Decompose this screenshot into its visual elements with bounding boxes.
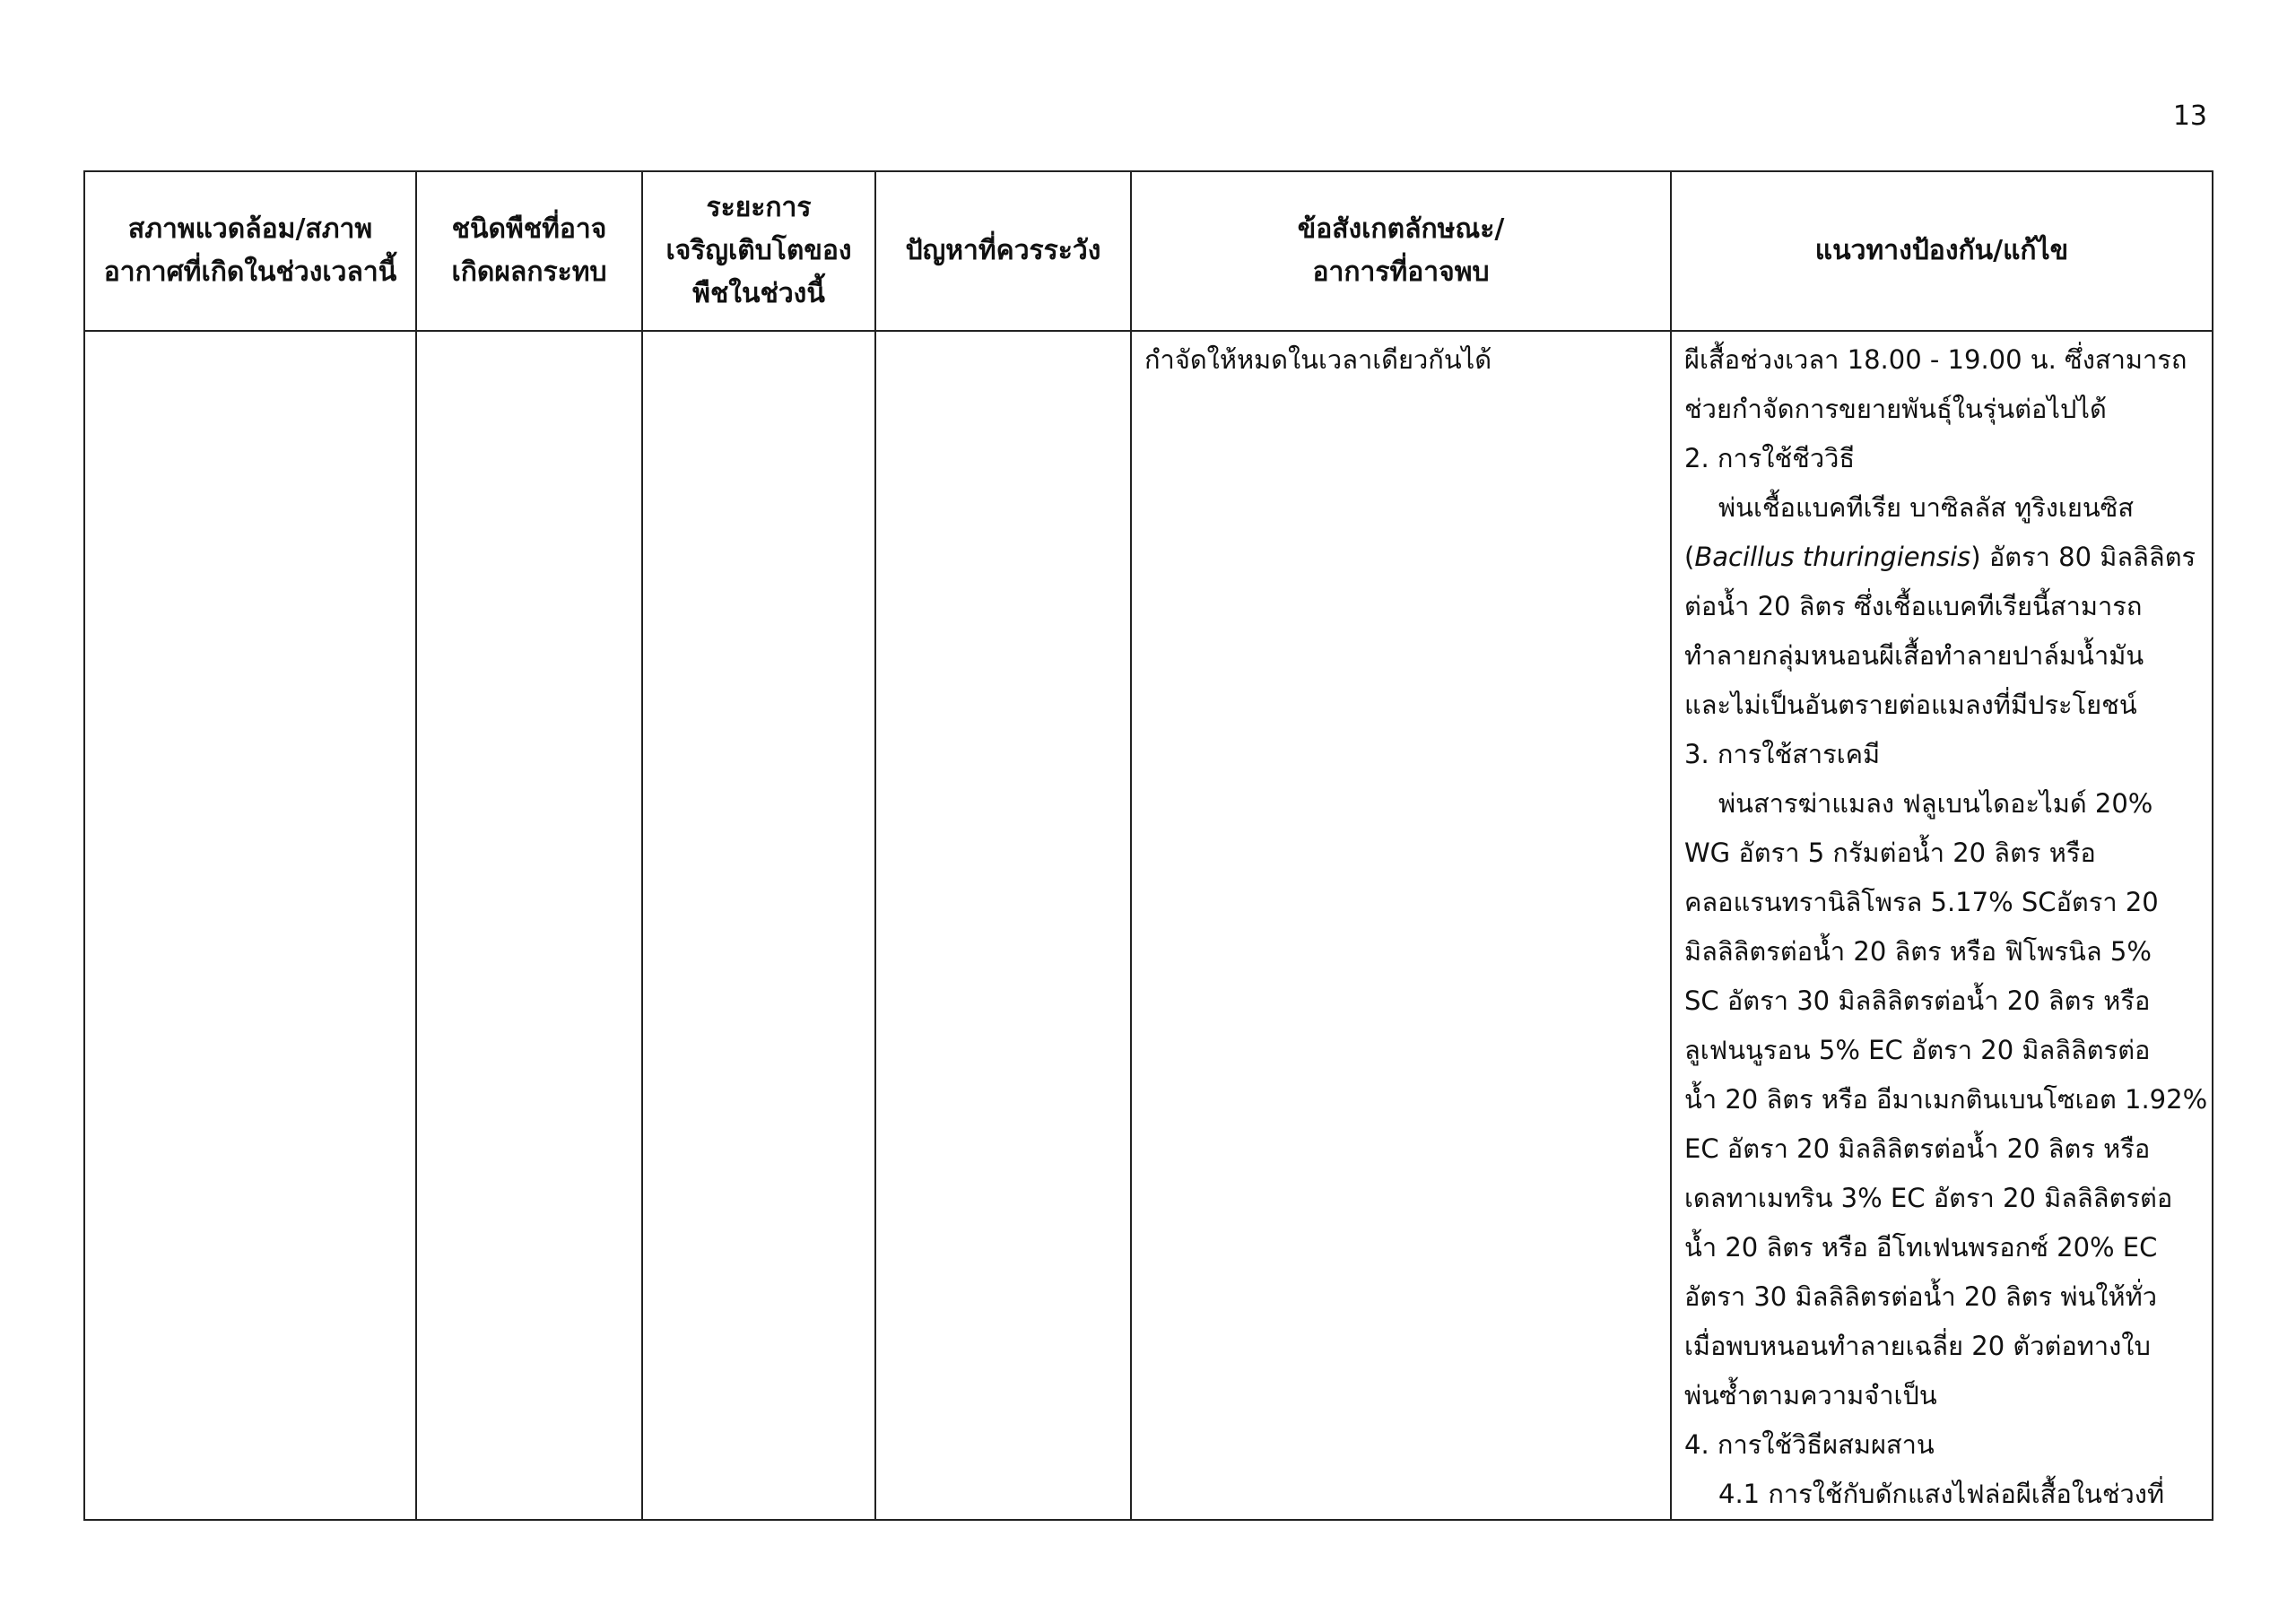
prevention-line-text: ) อัตรา 80 มิลลิลิตร: [1970, 542, 2196, 572]
prevention-line: ลูเฟนนูรอน 5% EC อัตรา 20 มิลลิลิตรต่อ: [1684, 1035, 2151, 1065]
header-growth-stage: ระยะการ เจริญเติบโตของ พืชในช่วงนี้: [642, 171, 875, 331]
prevention-line: 4. การใช้วิธีผสมผสาน: [1684, 1429, 1935, 1460]
prevention-line: 3. การใช้สารเคมี: [1684, 739, 1881, 769]
prevention-line: ช่วยกำจัดการขยายพันธุ์ในรุ่นต่อไปได้: [1684, 394, 2107, 424]
cell-observation: [1131, 331, 1671, 1520]
prevention-line: EC อัตรา 20 มิลลิลิตรต่อน้ำ 20 ลิตร หรือ: [1684, 1133, 2151, 1164]
prevention-line: น้ำ 20 ลิตร หรือ อีมาเมกตินเบนโซเอต 1.92%: [1684, 1084, 2208, 1115]
prevention-line: SC อัตรา 30 มิลลิลิตรต่อน้ำ 20 ลิตร หรือ: [1684, 985, 2151, 1016]
prevention-line: พ่นซ้ำตามความจำเป็น: [1684, 1380, 1937, 1410]
cell-environment: [84, 331, 416, 1520]
prevention-line: ทำลายกลุ่มหนอนผีเสื้อทำลายปาล์มน้ำมัน: [1684, 640, 2144, 671]
header-crop: ชนิดพืชที่อาจ เกิดผลกระทบ: [416, 171, 642, 331]
prevention-line: [1684, 533, 2199, 582]
prevention-line: 4.1 การใช้กับดักแสงไฟล่อผีเสื้อในช่วงที่: [1718, 1479, 2165, 1509]
table-row: [84, 331, 2213, 1520]
prevention-line: 2. การใช้ชีววิธี: [1684, 443, 1856, 473]
pest-management-table: [83, 170, 2213, 1521]
header-environment: สภาพแวดล้อม/สภาพ อากาศที่เกิดในช่วงเวลานี้: [84, 171, 416, 331]
table-header-row: [84, 171, 2213, 331]
header-problem: ปัญหาที่ควรระวัง: [875, 171, 1131, 331]
prevention-line: WG อัตรา 5 กรัมต่อน้ำ 20 ลิตร หรือ: [1684, 838, 2096, 868]
prevention-line: พ่นสารฆ่าแมลง ฟลูเบนไดอะไมด์ 20%: [1718, 788, 2153, 819]
prevention-line: พ่นเชื้อแบคทีเรีย บาซิลลัส ทูริงเยนซิส: [1718, 492, 2135, 523]
prevention-line: ต่อน้ำ 20 ลิตร ซึ่งเชื้อแบคทีเรียนี้สามารถ: [1684, 591, 2143, 621]
prevention-line: เดลทาเมทริน 3% EC อัตรา 20 มิลลิลิตรต่อ: [1684, 1183, 2173, 1213]
cell-growth-stage: [642, 331, 875, 1520]
prevention-line: เมื่อพบหนอนทำลายเฉลี่ย 20 ตัวต่อทางใบ: [1684, 1331, 2151, 1361]
cell-problem: [875, 331, 1131, 1520]
prevention-line: และไม่เป็นอันตรายต่อแมลงที่มีประโยชน์: [1684, 690, 2137, 720]
prevention-line: น้ำ 20 ลิตร หรือ อีโทเฟนพรอกซ์ 20% EC: [1684, 1232, 2158, 1263]
cell-prevention: [1671, 331, 2213, 1520]
observation-line: กำจัดให้หมดในเวลาเดียวกันได้: [1144, 344, 1492, 375]
prevention-line: อัตรา 30 มิลลิลิตรต่อน้ำ 20 ลิตร พ่นให้ทั่ว: [1684, 1281, 2157, 1312]
prevention-line-text: (: [1684, 542, 1695, 572]
prevention-line: มิลลิลิตรต่อน้ำ 20 ลิตร หรือ ฟิโพรนิล 5%: [1684, 936, 2152, 967]
page-number: 13: [2172, 100, 2207, 132]
scientific-name: Bacillus thuringiensis: [1694, 542, 1971, 572]
prevention-line: คลอแรนทรานิลิโพรล 5.17% SCอัตรา 20: [1684, 887, 2159, 917]
prevention-line: ผีเสื้อช่วงเวลา 18.00 - 19.00 น. ซึ่งสามารถ: [1684, 344, 2187, 375]
cell-crop: [416, 331, 642, 1520]
header-observation: ข้อสังเกตลักษณะ/ อาการที่อาจพบ: [1131, 171, 1671, 331]
header-prevention: แนวทางป้องกัน/แก้ไข: [1671, 171, 2213, 331]
